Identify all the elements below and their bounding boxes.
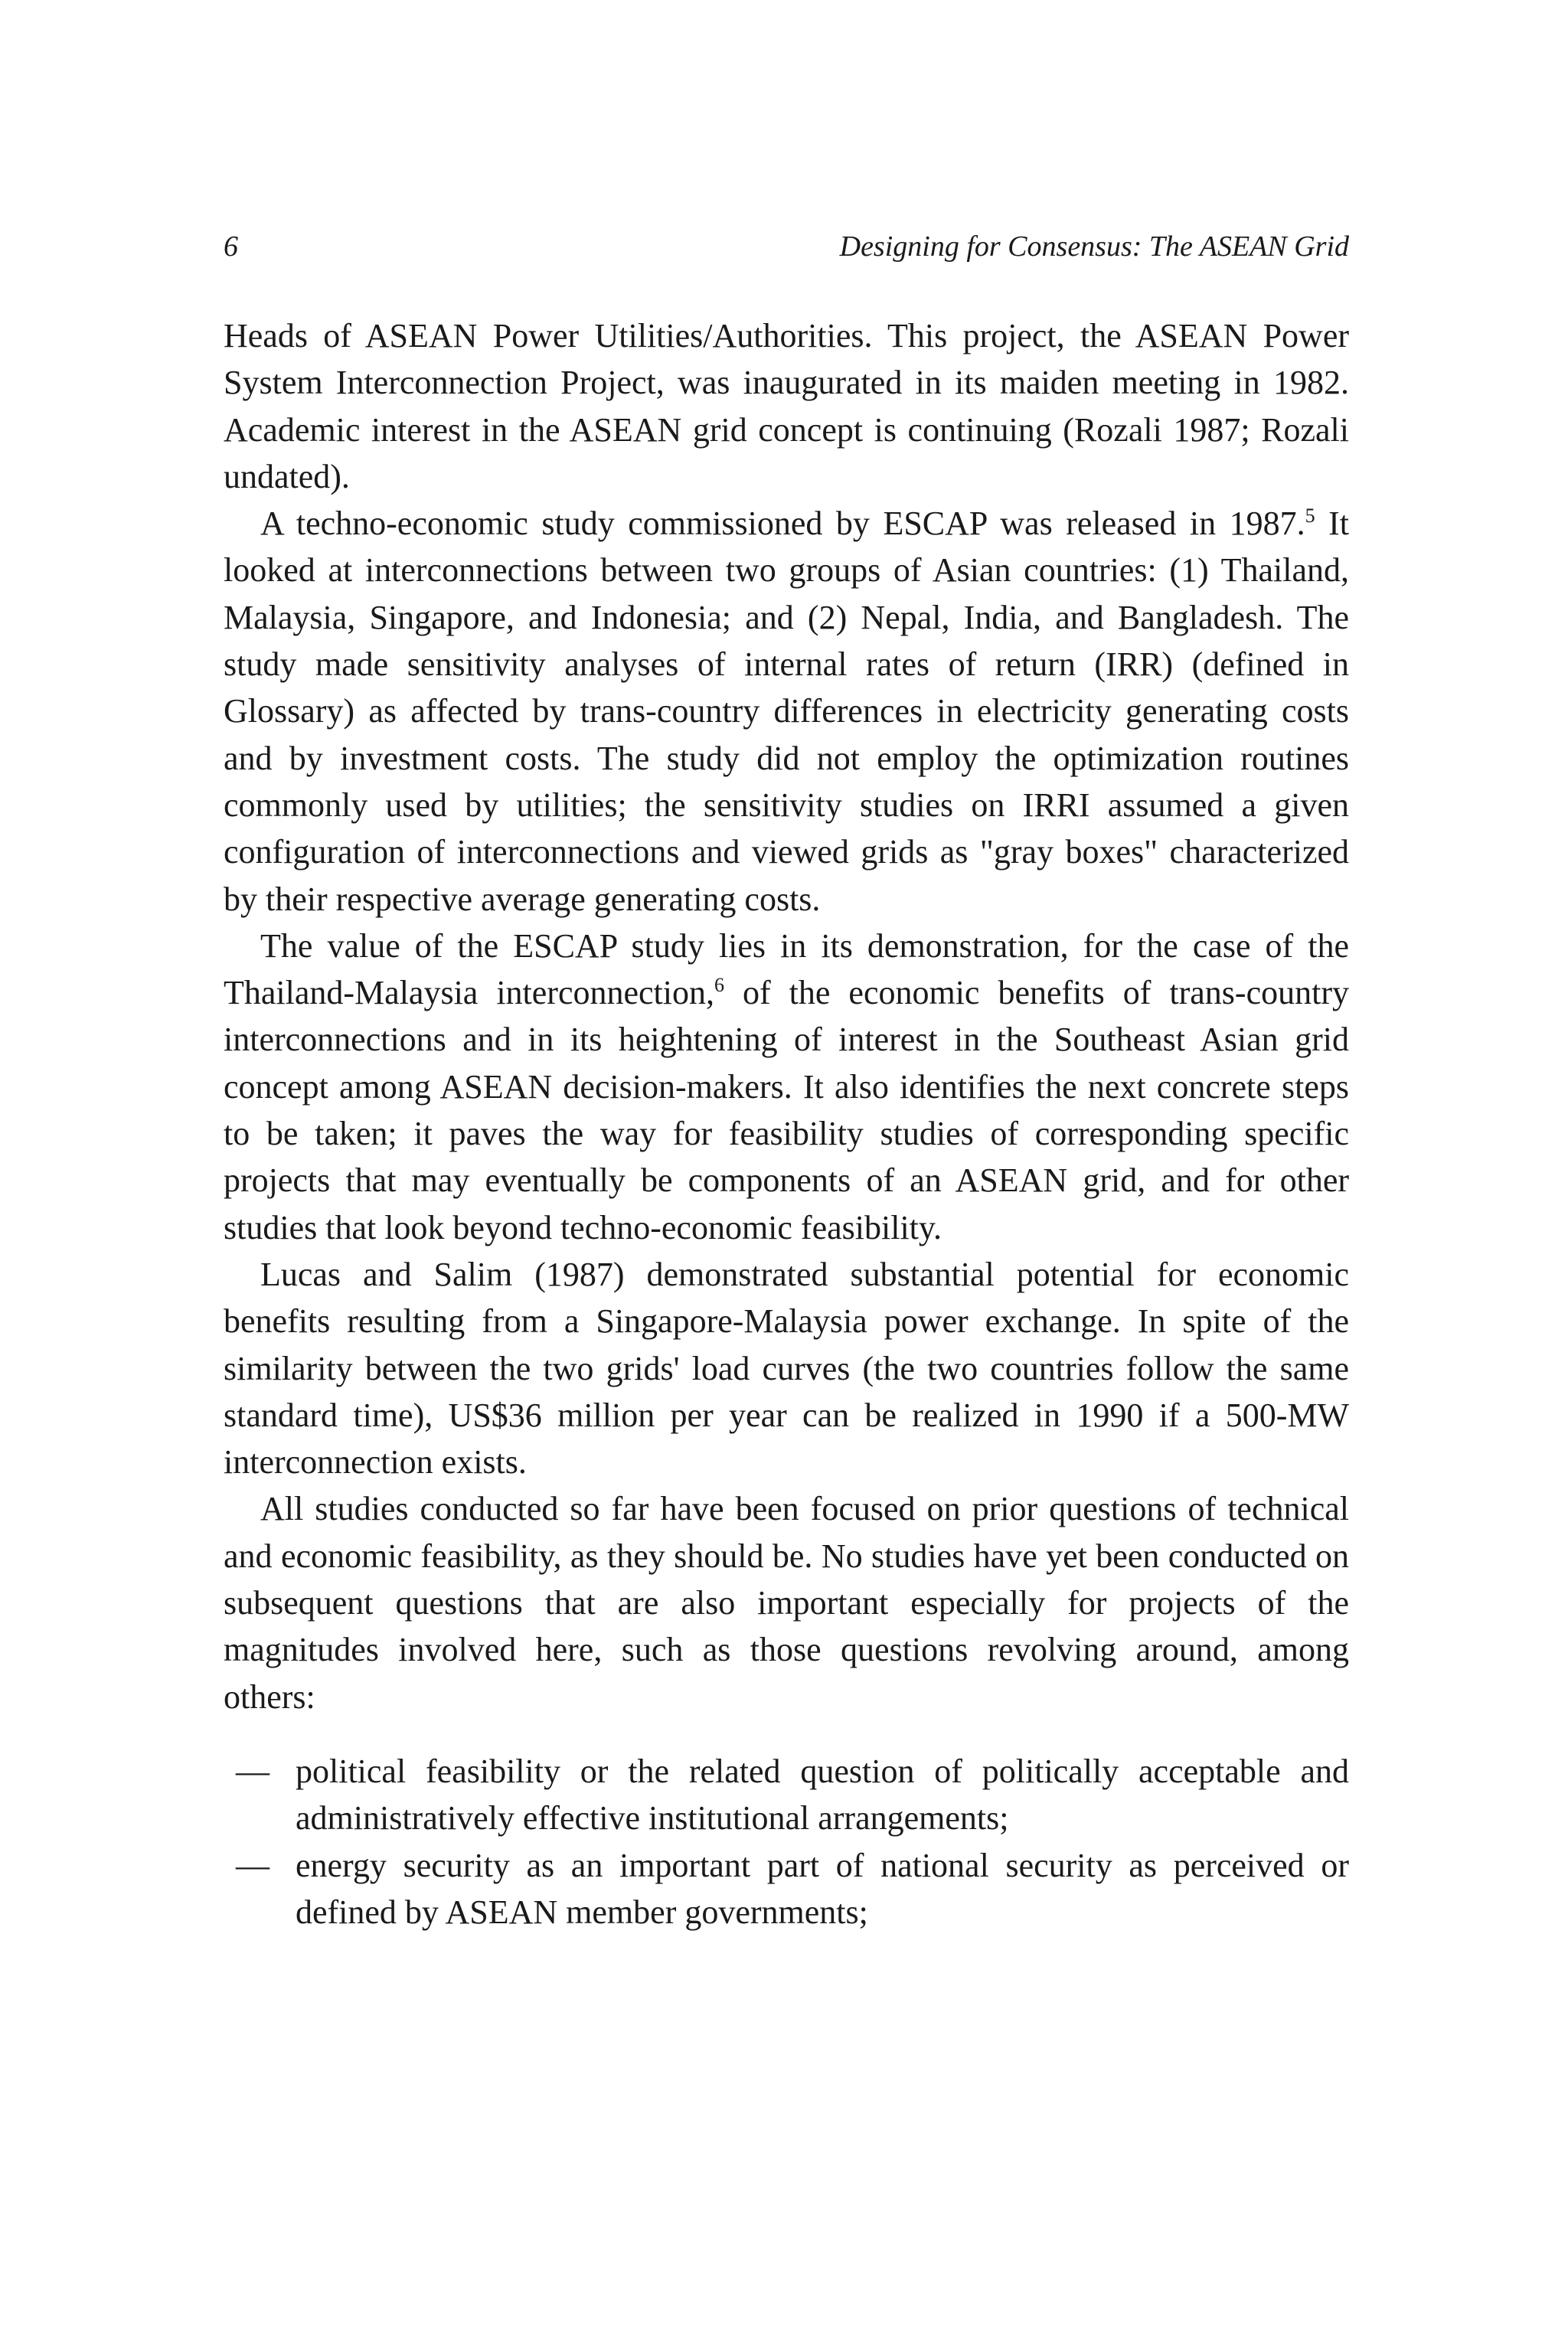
running-title: Designing for Consensus: The ASEAN Grid <box>839 230 1349 263</box>
dash-list <box>224 1748 1349 1936</box>
body-text <box>224 312 1349 1936</box>
list-dash: — <box>236 1846 270 1884</box>
book-page <box>224 230 1349 1936</box>
paragraph-2-text-b: It looked at interconnections between two groups of Asian countries: (1) Thailand, Malaysia, Singapore, and Indonesia; and (2) Nepal, India, and Bangladesh. The study made sensitivity analyses of internal rates of return (IRR) (defined in Glossary) as affected by trans-country differences in electricity generating costs and by investment costs. The study did not employ the optimization routines commonly used by utilities; the sensitivity studies on IRRI assumed a given configuration of interconnections and viewed grids as "gray boxes" characterized by their respective average generating costs. <box>224 505 1349 918</box>
list-item <box>236 1748 1349 1842</box>
paragraph-2-text-a: A techno-economic study commissioned by ESCAP was released in 1987. <box>260 505 1305 543</box>
paragraph-5: All studies conducted so far have been focused on prior questions of technical and economic feasibility, as they should be. No studies have yet been conducted on subsequent questions that are also important especially for projects of the magnitudes involved here, such as those questions revolving around, among others: <box>224 1490 1349 1716</box>
list-item <box>236 1842 1349 1936</box>
list-item-text: political feasibility or the related question of politically acceptable and administratively effective institutional arrangements; <box>296 1752 1349 1838</box>
paragraph-4: Lucas and Salim (1987) demonstrated substantial potential for economic benefits resulting from a Singapore-Malaysia power exchange. In spite of the similarity between the two grids' load curves (the two countries follow the same standard time), US$36 million per year can be realized in 1990 if a 500-MW interconnection exists. <box>224 1255 1349 1481</box>
footnote-ref-6: 6 <box>714 974 724 997</box>
list-item-text: energy security as an important part of national security as perceived or defined by ASEAN member governments; <box>296 1846 1349 1931</box>
list-dash: — <box>236 1752 270 1790</box>
page-number: 6 <box>224 230 238 263</box>
running-head <box>224 230 1349 276</box>
paragraph-3-text-b: of the economic benefits of trans-country interconnections and in its heightening of interest in the Southeast Asian grid concept among ASEAN decision-makers. It also identifies the next concrete steps to be taken; it paves the way for feasibility studies of corresponding specific projects that may eventually be components of an ASEAN grid, and for other studies that look beyond techno-economic feasibility. <box>224 974 1349 1246</box>
paragraph-3-text-a: The value of the ESCAP study lies in its demonstration, for the case of the Thailand-Malaysia interconnection, <box>224 926 1349 1012</box>
paragraph-1: Heads of ASEAN Power Utilities/Authorities. This project, the ASEAN Power System Interconnection Project, was inaugurated in its maiden meeting in 1982. Academic interest in the ASEAN grid concept is continuing (Rozali 1987; Rozali undated). <box>224 317 1349 495</box>
paragraph-2 <box>224 500 1349 923</box>
footnote-ref-5: 5 <box>1305 505 1315 528</box>
paragraph-3 <box>224 923 1349 1251</box>
